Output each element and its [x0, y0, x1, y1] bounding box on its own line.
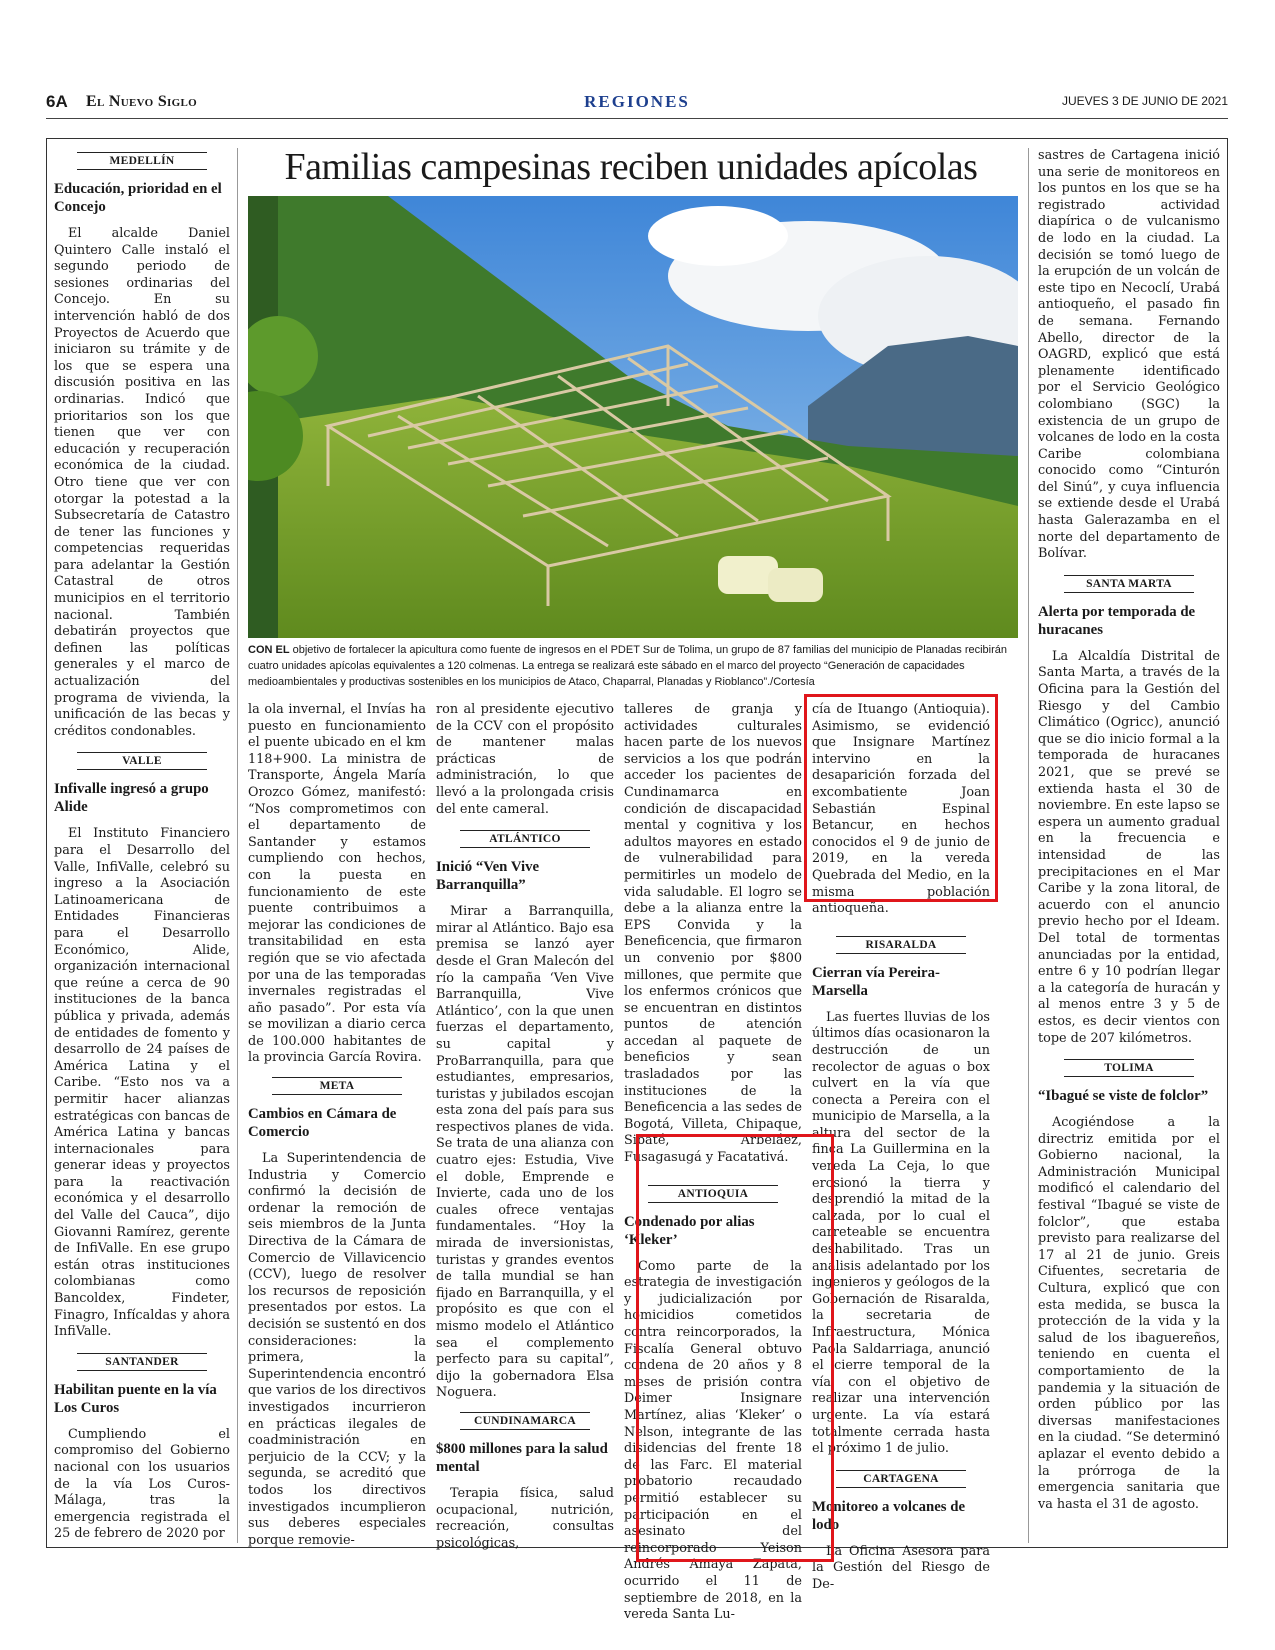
article-body: Cumpliendo el compromiso del Gobierno nacional con los usuarios de la vía Los Curos-Málaga, tras la emergencia registrada el 25 de febrero de 2020 por [54, 1426, 230, 1542]
highlight-box [636, 1134, 834, 1562]
region-tag-valle: VALLE [77, 752, 207, 770]
landscape-illustration [248, 196, 1018, 638]
article-body: Acogiéndose a la directriz emitida por el Gobierno nacional, la Administración Municipal modificó el calendario del festival “Ibagué se viste de folclor”, que estaba previsto para realizarse del 17 al 21 de junio. Greis Cifuentes, secretaria de Cultura, explicó que con esta medida, se busca la protección de la vida y la salud de los ibaguereños, teniendo en cuenta el comportamiento de la pandemia y la situación de orden público por las diversas manifestaciones en la ciudad. “Se determinó aplazar el evento debido a la prórroga de la emergencia sanitaria que va hasta el 31 de agosto. [1038, 1115, 1220, 1512]
column-1 [54, 148, 230, 1543]
region-tag-cundinamarca: CUNDINAMARCA [460, 1412, 590, 1430]
beehive-structure-photo [248, 196, 1018, 638]
column-3 [436, 702, 614, 1552]
region-tag-tolima: TOLIMA [1064, 1059, 1194, 1077]
article-body: La Oficina Asesora para la Gestión del Riesgo de De- [812, 1543, 990, 1592]
main-headline: Familias campesinas reciben unidades apícolas [284, 146, 978, 188]
article-body: La Superintendencia de Industria y Comercio confirmó la decisión de ordenar la remoción de seis miembros de la Junta Directiva de la Cámara de Comercio de Villavicencio (CCV), luego de resolver los recursos de reposición presentados por estos. La decisión se sustentó en dos consideraciones: la primera, la Superintendencia encontró que varios de los directivos investigados incurrieron en prácticas ilegales de coadministración en perjuicio de la CCV; y la segunda, se acreditó que todos los directivos investigados incumplieron sus deberes especiales porque removie- [248, 1151, 426, 1548]
article-headline: Condenado por alias ‘Kleker’ [624, 1213, 755, 1248]
article-headline: Cambios en Cámara de Comercio [248, 1106, 397, 1141]
highlight-box [804, 694, 998, 902]
article-body: ron al presidente ejecutivo de la CCV con el propósito de mantener malas prácticas de administración, lo que llevó a la prolongada crisis del ente cameral. [436, 702, 614, 817]
column-rule [1028, 148, 1029, 1543]
region-tag-risaralda: RISARALDA [836, 936, 966, 954]
article-headline: Inició “Ven Vive Barranquilla” [436, 859, 540, 894]
article-body: La Alcaldía Distrital de Santa Marta, a través de la Oficina para la Gestión del Riesgo y del Cambio Climático (Ogricc), anunció que se dio inicio formal a la temporada de huracanes 2021, que se prevé se extienda hasta el 30 de noviembre. En este lapso se espera un aumento gradual en la frecuencia e intensidad de las precipitaciones en el Mar Caribe y la zona litoral, de acuerdo con el anuncio previo hecho por el Ideam. Del total de tormentas anunciadas por la entidad, entre 6 y 10 podrían llegar a la categoría de huracán y al menos entre 3 y 5 de estos, es decir vientos con tope de 207 kilómetros. [1038, 648, 1220, 1046]
article-headline: Educación, prioridad en el Concejo [54, 181, 222, 215]
newspaper-logo: El Nuevo Siglo [86, 93, 197, 110]
article-body: cía de Ituango (Antioquia). Asimismo, se evidenció que Insignare Martínez intervino en la desaparición forzada del excombatiente Joan Sebastián Espinal Betancur, en hechos conocidos el 9 de junio de 2019, en la vereda Quebrada del Medio, en la misma población antioqueña. [812, 702, 990, 917]
region-tag-atlantico: ATLÁNTICO [460, 830, 590, 848]
caption-lead: CON EL [248, 644, 290, 656]
article-body: la ola invernal, el Invías ha puesto en funcionamiento el puente ubicado en el km 118+900. La ministra de Transporte, Ángela María Orozco Gómez, manifestó: “Nos comprometimos con el departamento de Santander y estamos cumpliendo con hechos, con la puesta en funcionamiento de este puente contribuimos a mejorar las condiciones de transitabilidad en esta región que se vio afectada por una de las temporadas invernales registradas el año pasado”. Por esta vía se movilizan a diario cerca de 100.000 habitantes de la provincia García Rovira. [248, 702, 426, 1066]
page-number: 6A [46, 92, 68, 111]
article-body: El Instituto Financiero para el Desarrollo del Valle, InfiValle, celebró su ingreso a la Asociación Latinoamericana de Entidades Financieras para el Desarrollo Económico, Alide, organización internacional que reúne a cerca de 90 instituciones de la banca pública y privada, además de entidades de fomento y desarrollo de 24 países de América Latina y el Caribe. “Esto nos va a permitir hacer alianzas estratégicas con bancas de América Latina y bancas internacionales para generar ideas y proyectos para la reactivación económica y el desarrollo del Valle del Cauca”, dijo Giovanni Ramírez, gerente de InfiValle. En ese grupo están otras instituciones colombianas como Bancoldex, Findeter, Finagro, Infícaldas y ahora InfiValle. [54, 826, 230, 1340]
article-headline: $800 millones para la salud mental [436, 1440, 608, 1475]
issue-date: JUEVES 3 DE JUNIO DE 2021 [1061, 94, 1228, 108]
article-headline: Cierran vía Pereira-Marsella [812, 964, 940, 999]
article-headline: Monitoreo a volcanes de lodo [812, 1498, 966, 1533]
article-body: Terapia física, salud ocupacional, nutrición, recreación, consultas psicológicas, [436, 1485, 614, 1551]
region-tag-medellin: MEDELLÍN [77, 152, 207, 170]
photo-caption [248, 642, 1018, 690]
article-body: talleres de granja y actividades culturales hacen parte de los nuevos servicios a los que podrán acceder los pacientes de Cundinamarca en condición de discapacidad mental y cognitiva y los adultos mayores en estado de vulnerabilidad para permitirles un modelo de vida saludable. El logro se debe a la alianza entre la EPS Convida y la Beneficencia, que firmaron un convenio por $800 millones, que permite que los enfermos crónicos que se encuentran en distintos puntos de atención accedan al paquete de beneficios y sean trasladados por las instituciones de la Beneficencia a las sedes de Bogotá, Villeta, Chipaque, Sibaté, Arbeláez, Fusagasugá y Facatativá. [624, 702, 802, 1166]
region-tag-santander: SANTANDER [77, 1353, 207, 1371]
article-body: El alcalde Daniel Quintero Calle instaló el segundo periodo de sesiones ordinarias del Concejo. En su intervención habló de dos Proyectos de Acuerdo que iniciaron su trámite y de los que se espera una discusión positiva en las ordinarias. Indicó que prioritarios son los que tienen que ver con educación y recuperación económica de la ciudad. Otro tiene que ver con otorgar la potestad a la Subsecretaría de Catastro de tener las funciones y competencias requeridas para adelantar la Gestión Catastral de otros municipios en el territorio nacional. También debatirán proyectos que definen las políticas generales y el marco de actualización del programa de vivienda, la unificación de las becas y créditos condonables. [54, 226, 230, 739]
article-headline: Alerta por temporada de huracanes [1038, 603, 1196, 638]
column-6 [1038, 148, 1220, 1513]
article-body: Como parte de la estrategia de investigación y judicialización por homicidios cometidos contra reincorporados, la Fiscalía General obtuvo condena de 20 años y 8 meses de prisión contra Deimer Insignare Martínez, alias ‘Kleker’ o Nelson, integrante de las disidencias del frente 18 de las Farc. El material probatorio recaudado permitió establecer su participación en el asesinato del reincorporado Yeison Andrés Amaya Zapata, ocurrido el 11 de septiembre de 2018, en la vereda Santa Lu- [624, 1258, 802, 1623]
region-tag-antioquia: ANTIOQUIA [648, 1185, 778, 1203]
region-tag-santa-marta: SANTA MARTA [1064, 575, 1194, 593]
region-tag-meta: META [272, 1077, 402, 1095]
page-header [46, 92, 1228, 119]
article-headline: Infivalle ingresó a grupo Alide [54, 781, 209, 816]
article-headline: Habilitan puente en la vía Los Curos [54, 1381, 217, 1416]
article-headline: “Ibagué se viste de folclor” [1038, 1088, 1209, 1105]
column-rule [237, 148, 238, 1543]
article-body: sastres de Cartagena inició una serie de monitoreos en los puntos en los que se ha registrado actividad diapírica o de vulcanismo de lodo en la ciudad. La decisión se tomó luego de la erupción de un volcán de este tipo en Necoclí, Urabá antioqueño, el pasado fin de semana. Fernando Abello, director de la OAGRD, explicó que está plenamente identificado por el Servicio Geológico colombiano (SGC) la existencia de un grupo de volcanes de lodo en la costa Caribe colombiana conocido como “Cinturón del Sinú”, y cuya influencia se extiende desde el Urabá hasta Galerazamba en el norte del departamento de Bolívar. [1038, 148, 1220, 562]
caption-text: objetivo de fortalecer la apicultura como fuente de ingresos en el PDET Sur de Tolima, un grupo de 87 familias del municipio de Planadas recibirán cuatro unidades apícolas equivalentes a 120 colmenas. La entrega se realizará este sábado en el marco del proyecto “Generación de capacidades medioambientales y productivas sostenibles en los municipios de Ataco, Chaparral, Planadas y Rioblanco”./Cortesía [248, 644, 1008, 688]
column-2 [248, 702, 426, 1549]
article-body: Las fuertes lluvias de los últimos días ocasionaron la destrucción de un recolector de aguas o box culvert en la vía que conecta a Pereira con el municipio de Marsella, a la altura del sector de la finca La Guillermina en la vereda La Ceja, lo que erosionó la tierra y desprendió la mitad de la calzada, por lo cual el carreteable se encuentra deshabilitado. Tras un análisis adelantado por los ingenieros y geólogos de la Gobernación de Risaralda, la secretaria de Infraestructura, Mónica Paola Saldarriaga, anunció el cierre temporal de la vía, con el objetivo de realizar una intervención urgente. La vía estará totalmente cerrada hasta el próximo 1 de julio. [812, 1009, 990, 1457]
region-tag-cartagena: CARTAGENA [836, 1470, 966, 1488]
section-title: REGIONES [584, 92, 690, 111]
article-body: Mirar a Barranquilla, mirar al Atlántico. Bajo esa premisa se lanzó ayer desde el Gran Malecón del río la campaña ‘Ven Vive Barranquilla, Vive Atlántico’, con la que unen fuerzas el departamento, su capital y ProBarranquilla, para que estudiantes, empresarios, turistas y jubilados escojan esta zona del país para sus respectivos planes de vida. Se trata de una alianza con cuatro ejes: Estudia, Vive el doble, Emprende e Invierte, cada uno de los cuales ofrece ventajas fundamentales. “Hoy la mirada de inversionistas, turistas y grandes eventos de talla mundial se han fijado en Barranquilla, y el propósito es que con el mismo modelo el Atlántico sea el complemento perfecto para su capital”, dijo la gobernadora Elsa Noguera. [436, 904, 614, 1401]
